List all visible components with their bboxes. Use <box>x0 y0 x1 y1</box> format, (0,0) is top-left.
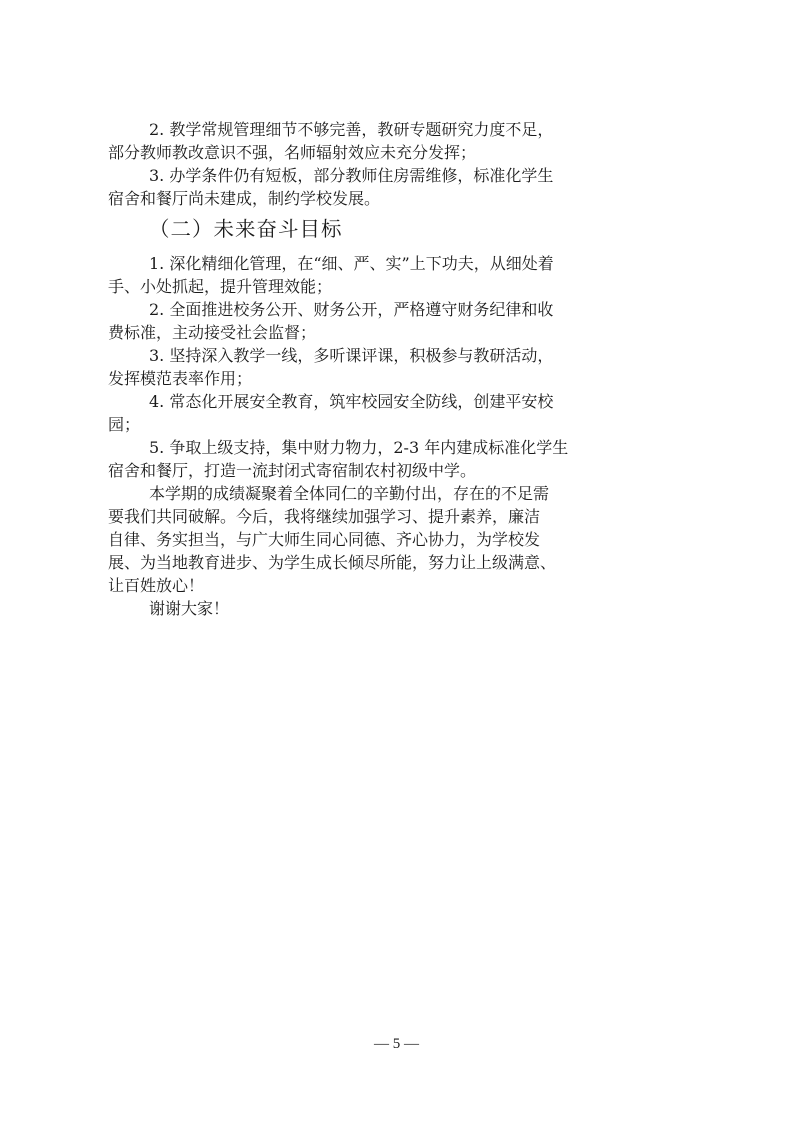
text-line: 3. 办学条件仍有短板，部分教师住房需维修，标准化学生 <box>149 166 554 185</box>
text-line: 发挥模范表率作用； <box>108 368 253 388</box>
text-line: 展、为当地教育进步、为学生成长倾尽所能，努力让上级满意、 <box>108 552 557 572</box>
paragraph <box>108 343 688 389</box>
text-line: 部分教师教改意识不强，名师辐射效应未充分发挥； <box>108 143 477 162</box>
paragraph <box>108 481 688 596</box>
paragraph <box>108 389 688 435</box>
page-number: — 5 — <box>374 1036 419 1052</box>
text-line: 费标准，主动接受社会监督； <box>108 322 317 342</box>
text-line: 宿舍和餐厅，打造一流封闭式寄宿制农村初级中学。 <box>108 460 477 480</box>
text-line: 5. 争取上级支持，集中财力物力，2-3 年内建成标准化学生 <box>149 437 569 457</box>
paragraph <box>108 435 688 481</box>
text-line: 宿舍和餐厅尚未建成，制约学校发展。 <box>108 189 381 208</box>
text-line: 4. 常态化开展安全教育，筑牢校园安全防线，创建平安校 <box>149 391 554 411</box>
section-heading: （二）未来奋斗目标 <box>149 217 343 241</box>
paragraph <box>108 251 688 297</box>
text-line: 要我们共同破解。今后，我将继续加强学习、提升素养，廉洁 <box>108 506 541 526</box>
text-line: 1. 深化精细化管理，在“细、严、实”上下功夫，从细处着 <box>149 253 554 273</box>
text-line: 3. 坚持深入教学一线，多听课评课，积极参与教研活动， <box>149 345 554 365</box>
text-line: 自律、务实担当，与广大师生同心同德、齐心协力，为学校发 <box>108 529 541 549</box>
paragraph <box>108 163 688 209</box>
text-line: 2. 全面推进校务公开、财务公开，严格遵守财务纪律和收 <box>149 299 554 319</box>
text-line: 本学期的成绩凝聚着全体同仁的辛勤付出，存在的不足需 <box>149 483 550 503</box>
text-line: 手、小处抓起，提升管理效能； <box>108 276 333 296</box>
paragraph <box>108 297 688 343</box>
document-body <box>108 117 688 619</box>
text-line: 2. 教学常规管理细节不够完善，教研专题研究力度不足， <box>149 120 554 139</box>
paragraph <box>108 596 688 619</box>
paragraph <box>108 117 688 163</box>
text-line: 谢谢大家！ <box>149 598 230 618</box>
text-line: 让百姓放心！ <box>108 575 205 595</box>
text-line: 园； <box>108 414 141 434</box>
